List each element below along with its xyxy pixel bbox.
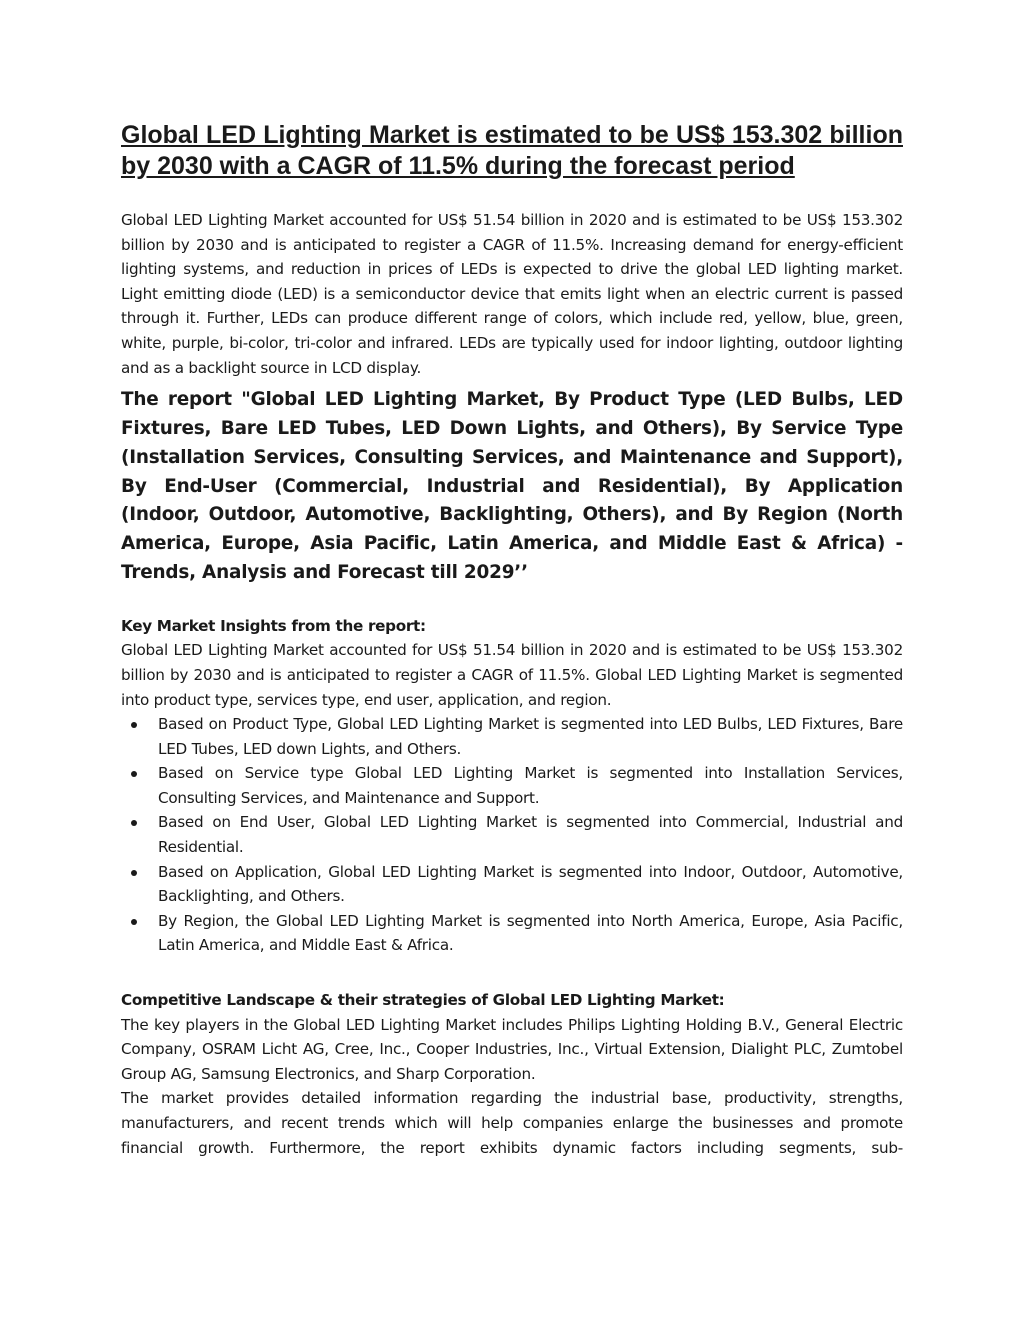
document-title: Global LED Lighting Market is estimated to be US$ 153.302 billion by 2030 with a CAGR of 11.5% during the forecast period [121, 121, 903, 180]
insights-bullet-list [121, 712, 903, 958]
document-page [121, 120, 903, 1160]
spacer [121, 958, 903, 988]
list-item-text: Based on Product Type, Global LED Lighting Market is segmented into LED Bulbs, LED Fixtures, Bare LED Tubes, LED down Lights, and Others. [158, 715, 903, 758]
list-item-text: Based on Service type Global LED Lighting Market is segmented into Installation Services, Consulting Services, and Maintenance and Support. [158, 764, 903, 807]
bullet-icon [131, 771, 137, 777]
report-title: The report "Global LED Lighting Market, By Product Type (LED Bulbs, LED Fixtures, Bare LED Tubes, LED Down Lights, and Others), By Service Type (Installation Services, Consulting Services, and Maintenance and Support), By End-User (Commercial, Industrial and Residential), By Application (Indoor, Outdoor, Automotive, Backlighting, Others), and By Region (North America, Europe, Asia Pacific, Latin America, and Middle East & Africa) - Trends, Analysis and Forecast till 2029’’ [121, 389, 903, 583]
competitive-paragraph-1: The key players in the Global LED Lighting Market includes Philips Lighting Holding B.V., General Electric Company, OSRAM Licht AG, Cree, Inc., Cooper Industries, Inc., Virtual Extension, Dialight PLC, Zumtobel Group AG, Samsung Electronics, and Sharp Corporation. [121, 1015, 903, 1083]
list-item-text: By Region, the Global LED Lighting Market is segmented into North America, Europe, Asia Pacific, Latin America, and Middle East & Africa. [158, 911, 903, 955]
list-item [121, 909, 903, 958]
list-item [121, 761, 903, 810]
list-item [121, 860, 903, 909]
list-item-text: Based on End User, Global LED Lighting Market is segmented into Commercial, Industrial and Residential. [158, 813, 903, 857]
bullet-icon [131, 870, 137, 876]
insights-paragraph: Global LED Lighting Market accounted for US$ 51.54 billion in 2020 and is estimated to be US$ 153.302 billion by 2030 and is anticipated to register a CAGR of 11.5%. Global LED Lighting Market is segmented into product type, services type, end user, application, and region. [121, 641, 903, 709]
intro-paragraph: Global LED Lighting Market accounted for US$ 51.54 billion in 2020 and is estimated to be US$ 153.302 billion by 2030 and is anticipated to register a CAGR of 11.5%. Increasing demand for energy-efficient lighting systems, and reduction in prices of LEDs is expected to drive the global LED lighting market. Light emitting diode (LED) is a semiconductor device that emits light when an electric current is passed through it. Further, LEDs can produce different range of colors, which include red, yellow, blue, green, white, purple, bi-color, tri-color and infrared. LEDs are typically used for indoor lighting, outdoor lighting and as a backlight source in LCD display. [121, 211, 903, 377]
competitive-heading: Competitive Landscape & their strategies of Global LED Lighting Market: [121, 991, 725, 1010]
bullet-icon [131, 722, 137, 728]
competitive-paragraph-2: The market provides detailed information regarding the industrial base, productivity, strengths, manufacturers, and recent trends which will help companies enlarge the businesses and promote financial growth. Furthermore, the report exhibits dynamic factors including segments, sub- [121, 1089, 903, 1157]
list-item [121, 712, 903, 761]
bullet-icon [131, 820, 137, 826]
list-item-text: Based on Application, Global LED Lighting Market is segmented into Indoor, Outdoor, Automotive, Backlighting, and Others. [158, 862, 903, 906]
list-item [121, 810, 903, 859]
spacer [121, 588, 903, 614]
insights-heading: Key Market Insights from the report: [121, 616, 426, 635]
bullet-icon [131, 919, 137, 925]
